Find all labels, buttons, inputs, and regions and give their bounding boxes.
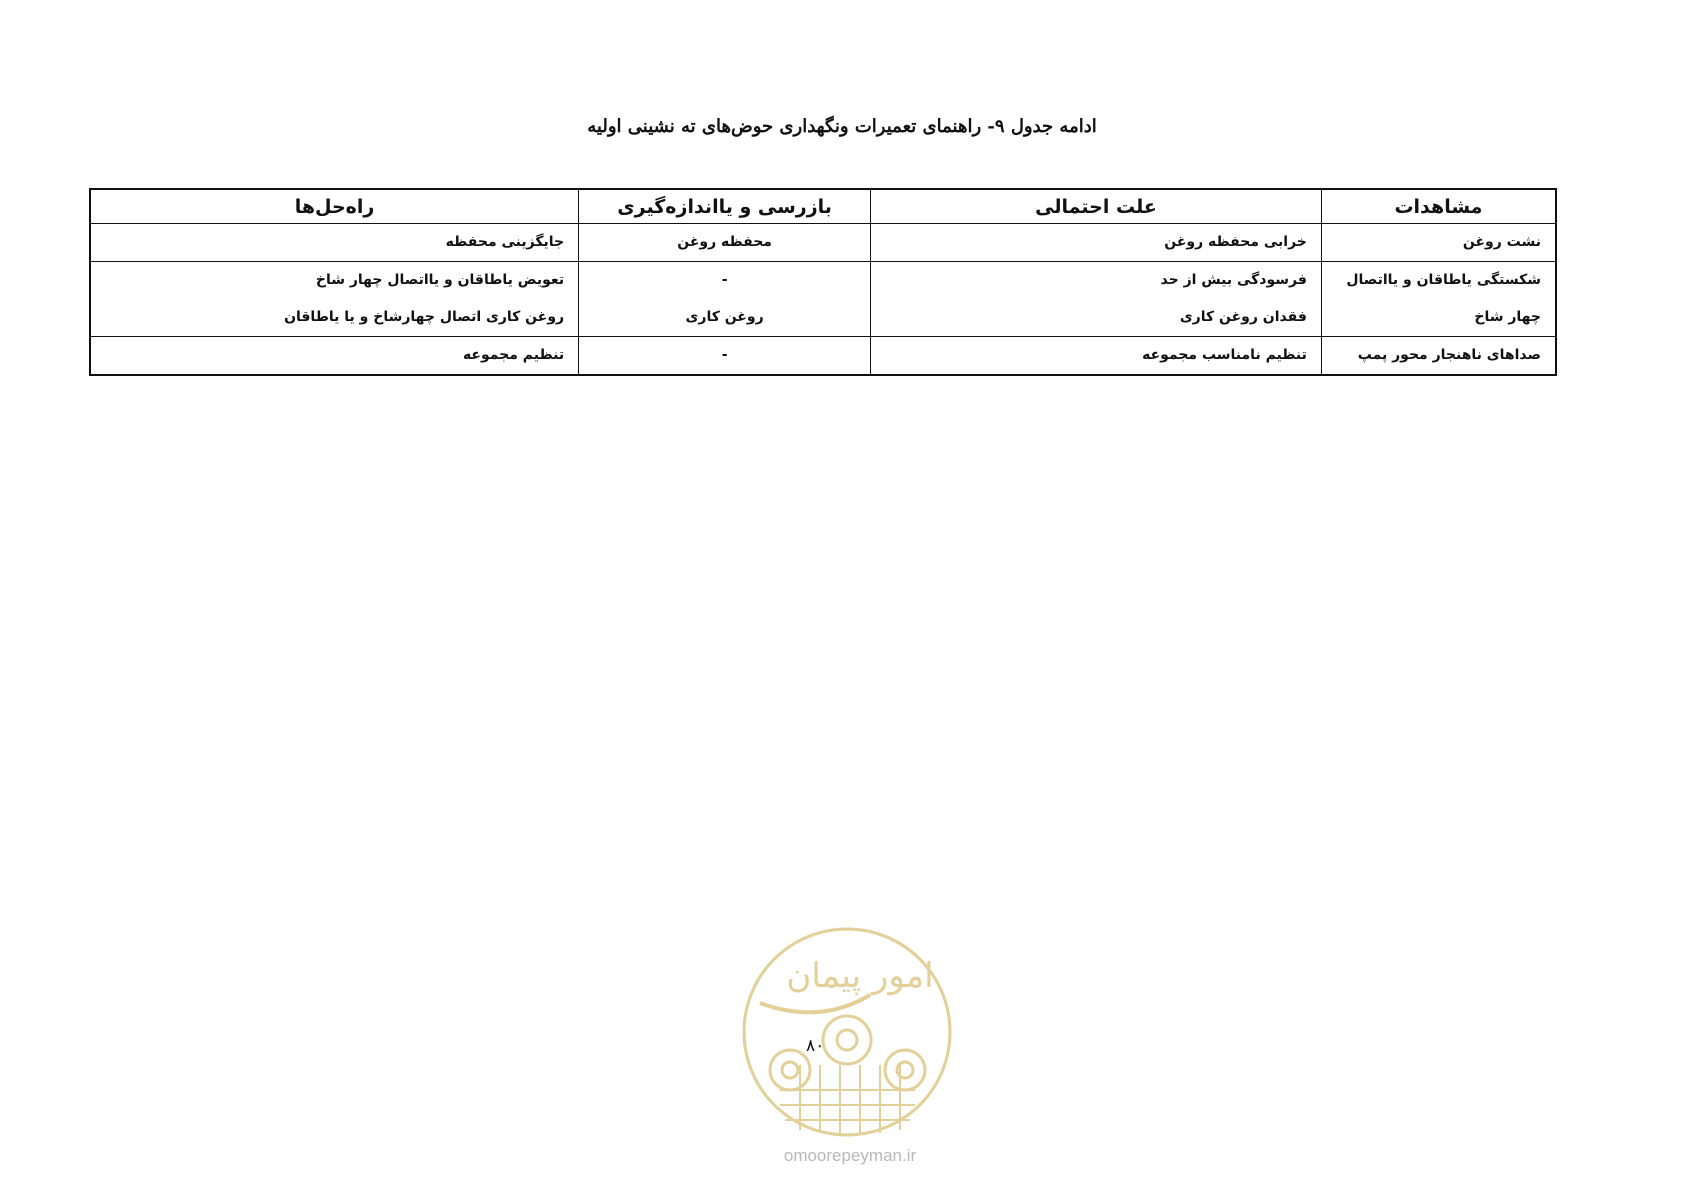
cell-line: - — [721, 347, 728, 363]
table-row — [90, 262, 1556, 337]
cell-cause — [871, 337, 1322, 376]
table-header-row — [90, 189, 1556, 224]
watermark-site: omoorepeyman.ir — [783, 1146, 917, 1165]
cell-solution — [90, 262, 579, 337]
cell-line: چهار شاخ — [1474, 309, 1541, 325]
page-title: ادامه جدول ۹- راهنمای تعمیرات ونگهداری حوض‌های ته نشینی اولیه — [587, 116, 1097, 137]
cell-line: نشت روغن — [1462, 234, 1541, 250]
cell-solution — [90, 224, 579, 262]
header-cause: علت احتمالی — [871, 189, 1322, 224]
table-row — [90, 224, 1556, 262]
cell-line: روغن کاری اتصال چهارشاخ و یا یاطاقان — [284, 309, 565, 325]
cell-inspection — [579, 224, 871, 262]
maintenance-table — [89, 188, 1557, 376]
header-observations: مشاهدات — [1321, 189, 1556, 224]
cell-inspection — [579, 337, 871, 376]
cell-line: روغن کاری — [685, 309, 764, 325]
cell-line: جایگزینی محفظه — [445, 234, 565, 250]
cell-observation — [1321, 337, 1556, 376]
cell-observation — [1321, 262, 1556, 337]
page-number: ۸۰ — [806, 1036, 825, 1056]
cell-line: تنظیم مجموعه — [462, 347, 565, 363]
watermark-logo-text: امور پیمان — [786, 956, 934, 996]
cell-inspection — [579, 262, 871, 337]
watermark-logo — [740, 925, 954, 1139]
cell-cause — [871, 262, 1322, 337]
cell-line: صداهای ناهنجار محور پمپ — [1357, 347, 1541, 363]
cell-solution — [90, 337, 579, 376]
cell-line: محفظه روغن — [677, 234, 772, 250]
header-solutions: راه‌حل‌ها — [90, 189, 579, 224]
cell-line: - — [721, 272, 728, 288]
watermark-swash — [760, 995, 870, 1012]
table-row — [90, 337, 1556, 376]
cell-line: تعویض یاطاقان و یااتصال چهار شاخ — [315, 272, 565, 288]
cell-observation — [1321, 224, 1556, 262]
cell-cause — [871, 224, 1322, 262]
cell-line: تنظیم نامناسب مجموعه — [1142, 347, 1307, 363]
header-inspection: بازرسی و یااندازه‌گیری — [579, 189, 871, 224]
cell-line: شکستگی یاطاقان و یااتصال — [1346, 272, 1541, 288]
cell-line: خرابی محفظه روغن — [1164, 234, 1307, 250]
cell-line: فقدان روغن کاری — [1179, 309, 1307, 325]
cell-line: فرسودگی بیش از حد — [1160, 272, 1307, 288]
gear-emblem-icon — [770, 1016, 925, 1090]
